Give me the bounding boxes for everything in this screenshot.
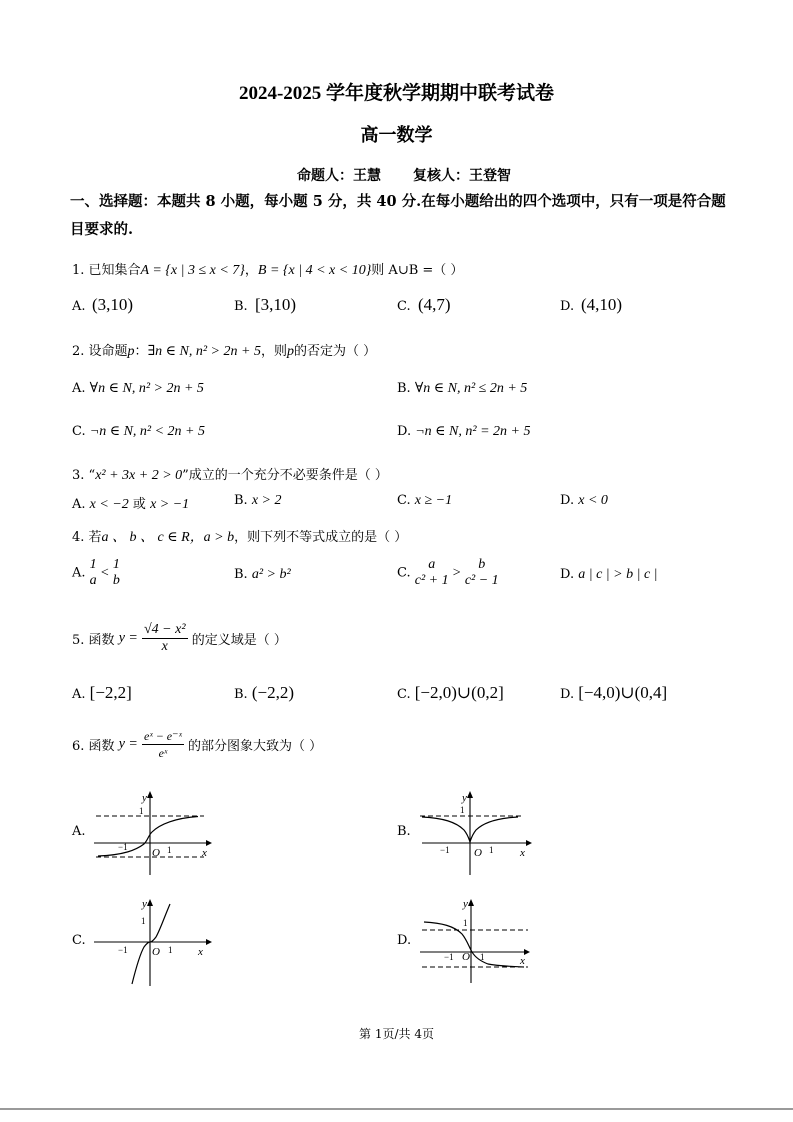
q6-option-a-label[interactable]: A.: [72, 824, 86, 839]
frac-denominator: c² − 1: [464, 573, 499, 588]
q1-option-d-label[interactable]: D.: [560, 299, 575, 314]
reviewer-label: 复核人：王登智: [413, 168, 511, 184]
q5-option-a-label: A.: [72, 687, 86, 702]
q5-option-b-label: B.: [234, 687, 248, 702]
y-label: y: [142, 898, 147, 910]
x-label: x: [520, 955, 525, 967]
q2-option-c-text: ¬n ∈ N, n² < 2n + 5: [89, 424, 206, 439]
q6-option-b-label[interactable]: B.: [397, 824, 411, 839]
q4-option-a-lt: <: [100, 565, 109, 581]
q4-option-a-label: A.: [72, 565, 86, 581]
q5-fraction: [142, 622, 188, 655]
question-3: [72, 464, 388, 484]
frac-numerator: 1: [89, 557, 97, 572]
x-label: x: [520, 847, 525, 859]
tick-neg1-x: −1: [118, 945, 128, 955]
q6-fraction: [142, 728, 184, 761]
q5-option-a-text: [−2,2]: [89, 683, 132, 702]
q2-option-c-label: C.: [72, 424, 86, 439]
q3-option-c-text: x ≥ −1: [414, 493, 453, 508]
frac-numerator: a: [428, 557, 436, 572]
q3-option-b-label: B.: [234, 493, 248, 508]
q5-option-d[interactable]: [560, 683, 667, 703]
q4-vars: a 、 b 、 c ∈ R: [101, 530, 190, 545]
q4-option-a[interactable]: [72, 557, 120, 589]
question-5: [72, 622, 287, 655]
tick-1-x: 1: [489, 845, 494, 855]
q2-option-b[interactable]: [397, 380, 527, 397]
y-axis-arrow-icon: [147, 899, 153, 906]
q4-option-d[interactable]: [560, 567, 658, 583]
q1-blank: （ ）: [433, 263, 464, 278]
x-axis-arrow-icon: [524, 949, 530, 955]
section-heading: 一、选择题：本题共 8 小题，每小题 5 分，共 40 分.在每小题给出的四个选项中，只有一项是符合题目要求的.: [70, 193, 726, 238]
frac-denominator: eˣ: [158, 746, 168, 760]
exam-title: 2024-2025 学年度秋学期期中联考试卷: [238, 83, 555, 104]
page-number: 第 1页/共 4页: [359, 1027, 434, 1041]
origin-label: O: [462, 951, 470, 963]
q5-y: y =: [118, 630, 138, 646]
q2-prefix: 2. 设命题: [72, 344, 128, 359]
q1-option-a-label[interactable]: A.: [72, 299, 86, 314]
q4-option-d-label: D.: [560, 567, 575, 582]
q4-suffix: ，则下列不等式成立的是（ ）: [234, 530, 408, 545]
q5-option-a[interactable]: [72, 683, 132, 703]
question-4: [72, 526, 407, 546]
q3-option-a-part2: x > −1: [150, 497, 190, 512]
q4-option-c-frac2: [465, 557, 499, 589]
q6-prefix: 6. 函数: [72, 739, 115, 754]
q1-set-a: A = {x | 3 ≤ x < 7}: [140, 263, 245, 278]
q3-option-d-label: D.: [560, 493, 575, 508]
q1-option-d[interactable]: (4,10): [581, 295, 623, 314]
tick-neg1-x: −1: [444, 952, 454, 962]
origin-label: O: [152, 946, 160, 958]
tick-1-y: 1: [460, 805, 465, 815]
q4-option-b-text: a² > b²: [251, 567, 291, 582]
q4-option-a-frac2: [113, 557, 120, 589]
q4-option-c-label: C.: [397, 565, 411, 581]
q5-option-c[interactable]: [397, 683, 504, 703]
x-axis-arrow-icon: [206, 939, 212, 945]
q1-option-b-label[interactable]: B.: [234, 299, 248, 314]
q6-graph-c[interactable]: [94, 894, 214, 989]
x-label: x: [202, 847, 207, 859]
frac-denominator: a: [89, 573, 97, 588]
y-label: y: [142, 792, 147, 804]
function-curve: [98, 817, 198, 857]
q2-option-a[interactable]: [72, 380, 204, 397]
q6-option-c-label[interactable]: C.: [72, 933, 86, 948]
x-axis-arrow-icon: [526, 840, 532, 846]
q4-option-c-gt: >: [452, 565, 461, 581]
frac-numerator: eˣ − e⁻ˣ: [144, 729, 182, 743]
question-6: [72, 728, 322, 761]
q4-option-c[interactable]: [397, 557, 499, 589]
q2-p-again: p: [286, 344, 294, 359]
q6-suffix: 的部分图象大致为（ ）: [188, 739, 323, 754]
q1-prefix: 1. 已知集合: [72, 263, 141, 278]
x-label: x: [198, 946, 203, 958]
q2-statement: ∃n ∈ N, n² > 2n + 5: [147, 344, 261, 359]
q5-option-d-label: D.: [560, 687, 575, 702]
y-label: y: [463, 898, 468, 910]
q3-option-a[interactable]: [72, 493, 189, 513]
question-2: [72, 340, 376, 360]
q4-option-b-label: B.: [234, 567, 248, 582]
frac-denominator: x: [161, 639, 168, 654]
q2-option-c[interactable]: [72, 423, 205, 440]
y-axis-arrow-icon: [468, 899, 474, 906]
tick-1-x: 1: [168, 945, 173, 955]
y-axis-arrow-icon: [147, 791, 153, 798]
q1-option-b[interactable]: [3,10): [255, 295, 297, 314]
function-curve: [424, 922, 524, 967]
q4-prefix: 4. 若: [72, 530, 102, 545]
tick-neg1-x: −1: [118, 842, 128, 852]
author-label: 命题人：王慧: [297, 168, 381, 184]
page-bottom-divider: [0, 1108, 793, 1110]
q3-option-b[interactable]: [234, 493, 282, 509]
q2-option-a-label: A.: [72, 381, 86, 396]
frac-numerator: b: [478, 557, 486, 572]
y-axis-arrow-icon: [467, 791, 473, 798]
question-1: [72, 259, 463, 279]
q5-suffix: 的定义域是（ ）: [191, 633, 287, 648]
q3-option-c-label: C.: [397, 493, 411, 508]
q2-option-d-label: D.: [397, 424, 412, 439]
q6-graph-d[interactable]: [420, 894, 540, 984]
subject-title: 高一数学: [360, 125, 433, 146]
origin-label: O: [474, 847, 482, 859]
q2-option-d[interactable]: [397, 423, 530, 440]
q3-suffix: ”成立的一个充分不必要条件是（ ）: [182, 468, 388, 483]
q4-cond: ，a > b: [189, 530, 235, 545]
tick-1-x: 1: [480, 952, 485, 962]
q3-option-a-part1: x < −2: [89, 497, 129, 512]
q4-option-d-text: a | c | > b | c |: [578, 567, 658, 582]
q1-option-a[interactable]: (3,10): [92, 295, 134, 314]
q3-expr: x² + 3x + 2 > 0: [95, 468, 183, 483]
q2-option-d-text: ¬n ∈ N, n² = 2n + 5: [415, 424, 531, 439]
frac-denominator: c² + 1: [414, 573, 449, 588]
frac-numerator: 1: [112, 557, 120, 572]
tick-1-y: 1: [141, 916, 146, 926]
q3-option-d-text: x < 0: [578, 493, 608, 508]
q4-option-a-frac1: [90, 557, 97, 589]
x-axis-arrow-icon: [206, 840, 212, 846]
tick-1-y: 1: [139, 806, 144, 816]
q6-graph-b[interactable]: [418, 786, 538, 876]
frac-denominator: b: [112, 573, 120, 588]
q3-option-d[interactable]: [560, 493, 608, 509]
q3-option-a-label: A.: [72, 497, 86, 512]
q5-option-b-text: (−2,2): [251, 683, 294, 702]
q5-option-c-label: C.: [397, 687, 411, 702]
origin-label: O: [152, 847, 160, 859]
q3-prefix: 3. “: [72, 468, 96, 483]
tick-neg1-x: −1: [440, 845, 450, 855]
q3-option-b-text: x > 2: [251, 493, 282, 508]
q2-suffix2: 的否定为（ ）: [293, 344, 377, 359]
q3-option-c[interactable]: [397, 493, 452, 509]
q5-option-c-text: [−2,0)∪(0,2]: [414, 683, 504, 702]
q1-comma: ，: [244, 263, 258, 278]
q5-option-b[interactable]: [234, 683, 294, 703]
q2-option-b-text: ∀n ∈ N, n² ≤ 2n + 5: [414, 381, 528, 396]
q5-option-d-text: [−4,0)∪(0,4]: [578, 683, 668, 702]
frac-numerator: √4 − x²: [144, 622, 186, 637]
q2-p: p: [127, 344, 135, 359]
q6-y: y =: [118, 736, 138, 752]
q4-option-b[interactable]: [234, 567, 291, 583]
q1-option-c[interactable]: (4,7): [418, 295, 451, 314]
q2-colon: ：: [134, 344, 148, 359]
function-curve: [132, 904, 170, 984]
q6-option-d-label[interactable]: D.: [397, 933, 412, 948]
tick-1-x: 1: [167, 845, 172, 855]
q1-option-c-label[interactable]: C.: [397, 299, 411, 314]
q1-suffix: 则 A∪B =: [371, 263, 434, 278]
y-label: y: [462, 792, 467, 804]
q2-suffix: ，则: [260, 344, 287, 359]
q5-prefix: 5. 函数: [72, 633, 115, 648]
q6-graph-a[interactable]: [94, 786, 214, 876]
q4-option-c-frac1: [415, 557, 449, 589]
q2-option-a-text: ∀n ∈ N, n² > 2n + 5: [89, 381, 204, 396]
q2-option-b-label: B.: [397, 381, 411, 396]
q1-set-b: B = {x | 4 < x < 10}: [257, 263, 372, 278]
q3-option-a-or: 或: [132, 497, 146, 512]
tick-1-y: 1: [463, 918, 468, 928]
